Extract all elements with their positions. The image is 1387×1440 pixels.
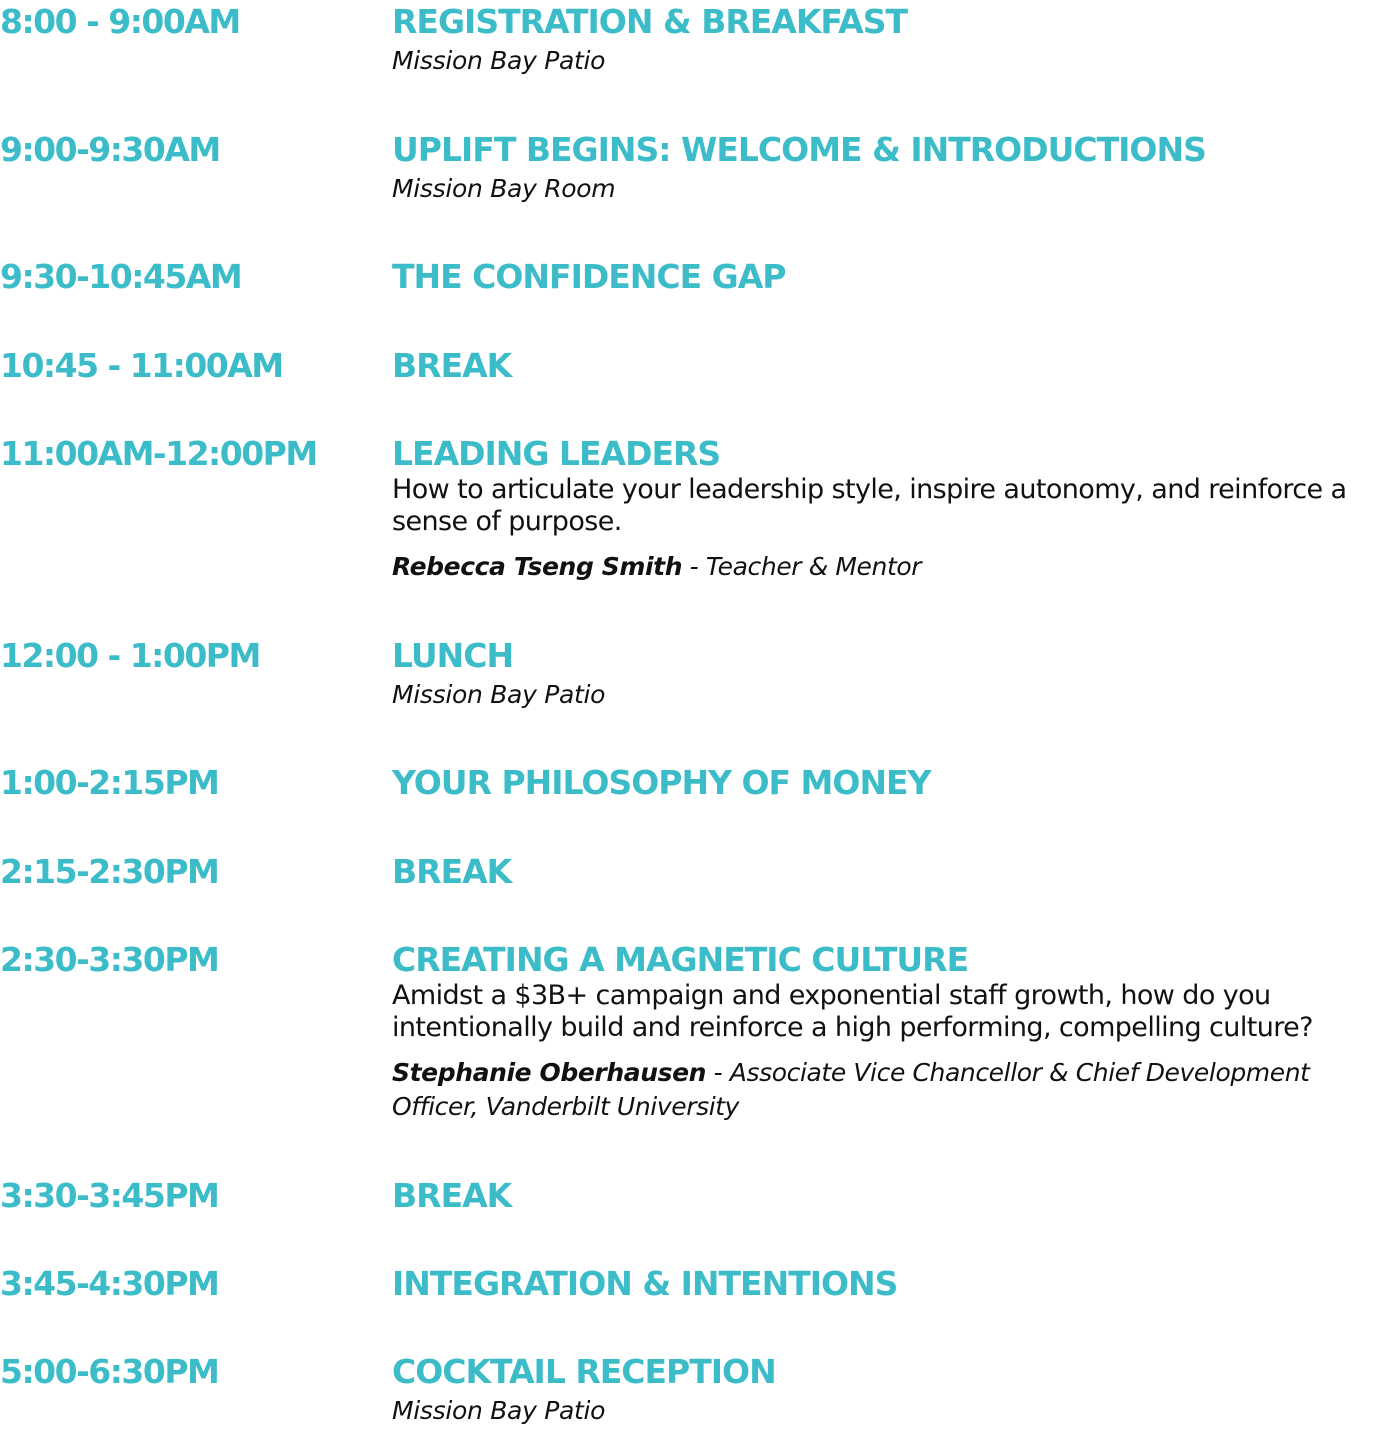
session-content (392, 2, 1384, 76)
session-content (392, 130, 1384, 204)
session-location: Mission Bay Patio (392, 46, 606, 75)
session-time: 8:00 - 9:00AM (0, 2, 240, 41)
session-title: CREATING A MAGNETIC CULTURE (392, 940, 969, 979)
session-time: 9:30-10:45AM (0, 257, 242, 296)
session-time: 2:30-3:30PM (0, 940, 219, 979)
session-title: BREAK (392, 1176, 512, 1215)
speaker-name: Rebecca Tseng Smith (392, 552, 683, 581)
session-content (392, 434, 1384, 584)
session-title: LUNCH (392, 636, 514, 675)
speaker-role: - Teacher & Mentor (682, 552, 922, 581)
session-content (392, 1352, 1384, 1426)
speaker-name: Stephanie Oberhausen (392, 1058, 707, 1087)
session-time: 12:00 - 1:00PM (0, 636, 260, 675)
session-title: INTEGRATION & INTENTIONS (392, 1264, 898, 1303)
session-content (392, 1176, 1384, 1216)
session-title: BREAK (392, 346, 512, 385)
session-time: 11:00AM-12:00PM (0, 434, 317, 473)
session-content (392, 257, 1384, 297)
session-location: Mission Bay Patio (392, 680, 606, 709)
speaker-role: - Associate Vice Chancellor & Chief Development Officer, Vanderbilt University (392, 1058, 1310, 1121)
session-description: How to articulate your leadership style, inspire autonomy, and reinforce a sense of purpose. (392, 474, 1347, 537)
session-time: 1:00-2:15PM (0, 763, 219, 802)
session-title: THE CONFIDENCE GAP (392, 257, 786, 296)
session-time: 3:30-3:45PM (0, 1176, 219, 1215)
session-content (392, 940, 1384, 1124)
session-content (392, 346, 1384, 386)
session-time: 3:45-4:30PM (0, 1264, 219, 1303)
session-time: 9:00-9:30AM (0, 130, 220, 169)
session-time: 5:00-6:30PM (0, 1352, 219, 1391)
session-title: LEADING LEADERS (392, 434, 721, 473)
session-description: Amidst a $3B+ campaign and exponential staff growth, how do you intentionally build and reinforce a high performing, compelling culture? (392, 980, 1313, 1043)
session-title: UPLIFT BEGINS: WELCOME & INTRODUCTIONS (392, 130, 1206, 169)
session-title: BREAK (392, 852, 512, 891)
session-location: Mission Bay Room (392, 174, 616, 203)
session-content (392, 852, 1384, 892)
session-location: Mission Bay Patio (392, 1396, 606, 1425)
session-content (392, 763, 1384, 803)
session-speaker (392, 1056, 1384, 1124)
session-title: COCKTAIL RECEPTION (392, 1352, 776, 1391)
session-speaker (392, 550, 1384, 584)
session-content (392, 636, 1384, 710)
session-title: REGISTRATION & BREAKFAST (392, 2, 907, 41)
session-time: 2:15-2:30PM (0, 852, 219, 891)
session-title: YOUR PHILOSOPHY OF MONEY (392, 763, 931, 802)
session-content (392, 1264, 1384, 1304)
session-time: 10:45 - 11:00AM (0, 346, 283, 385)
